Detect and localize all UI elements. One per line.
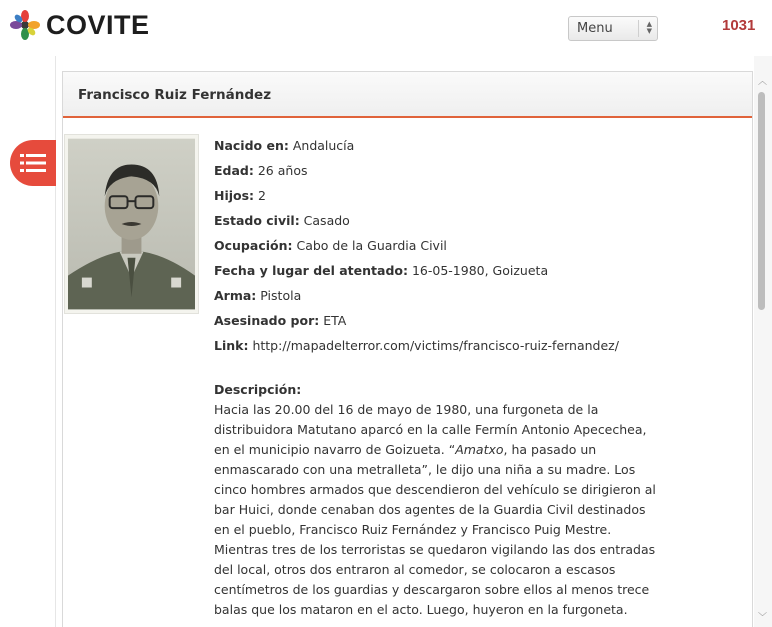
page-scrollbar[interactable]	[754, 56, 772, 627]
detail-link: Link: http://mapadelterror.com/victims/francisco-ruiz-fernandez/	[214, 338, 619, 353]
detail-birthplace: Nacido en: Andalucía	[214, 138, 355, 153]
select-divider	[638, 20, 639, 37]
menu-select[interactable]	[568, 16, 658, 41]
scrollbar-thumb[interactable]	[758, 92, 765, 310]
detail-weapon: Arma: Pistola	[214, 288, 302, 303]
victim-counter: 1031	[722, 17, 756, 34]
victim-panel	[62, 71, 753, 627]
covite-logo-icon	[10, 10, 40, 40]
site-logo[interactable]	[10, 8, 150, 42]
select-arrows-icon: ▲ ▼	[646, 20, 652, 35]
chevron-up-icon[interactable]: ︿	[758, 77, 768, 87]
detail-marital-status: Estado civil: Casado	[214, 213, 350, 228]
detail-children: Hijos: 2	[214, 188, 266, 203]
menu-select-label: Menu	[577, 21, 613, 36]
detail-age: Edad: 26 años	[214, 163, 308, 178]
victim-link[interactable]: http://mapadelterror.com/victims/francisco-ruiz-fernandez/	[252, 338, 619, 353]
description-text: Hacia las 20.00 del 16 de mayo de 1980, una furgoneta de la distribuidora Matutano aparcó en la calle Fermín Antonio Apecechea, en el municipio navarro de Goizueta. “Amatxo, ha pasado un enmascarado con una metralleta”, le dijo una niña a su madre. Los cinco hombres armados que descendieron del vehículo se dirigieron al bar Huici, donde cenaban dos agentes de la Guardia Civil destinados en el pueblo, Francisco Ruiz Fernández y Francisco Puig Mestre. Mientras tres de los terroristas se quedaron vigilando las dos entradas del local, otros dos entraron al comedor, se colocaron a escasos centímetros de los guardias y descargaron sobre ellos al menos trece balas que los mataron en el acto. Luego, huyeron en la furgoneta.	[214, 402, 656, 617]
detail-attack-date-place: Fecha y lugar del atentado: 16-05-1980, Goizueta	[214, 263, 549, 278]
chevron-down-icon[interactable]: ﹀	[758, 613, 768, 623]
victim-details	[214, 133, 734, 620]
victim-name: Francisco Ruiz Fernández	[63, 72, 752, 118]
description-label: Descripción:	[214, 382, 302, 397]
list-icon	[20, 153, 46, 173]
detail-occupation: Ocupación: Cabo de la Guardia Civil	[214, 238, 447, 253]
portrait-photo	[64, 134, 199, 314]
site-header	[0, 0, 772, 56]
detail-killed-by: Asesinado por: ETA	[214, 313, 347, 328]
side-menu-toggle[interactable]	[10, 140, 56, 186]
logo-text: COVITE	[46, 9, 150, 40]
